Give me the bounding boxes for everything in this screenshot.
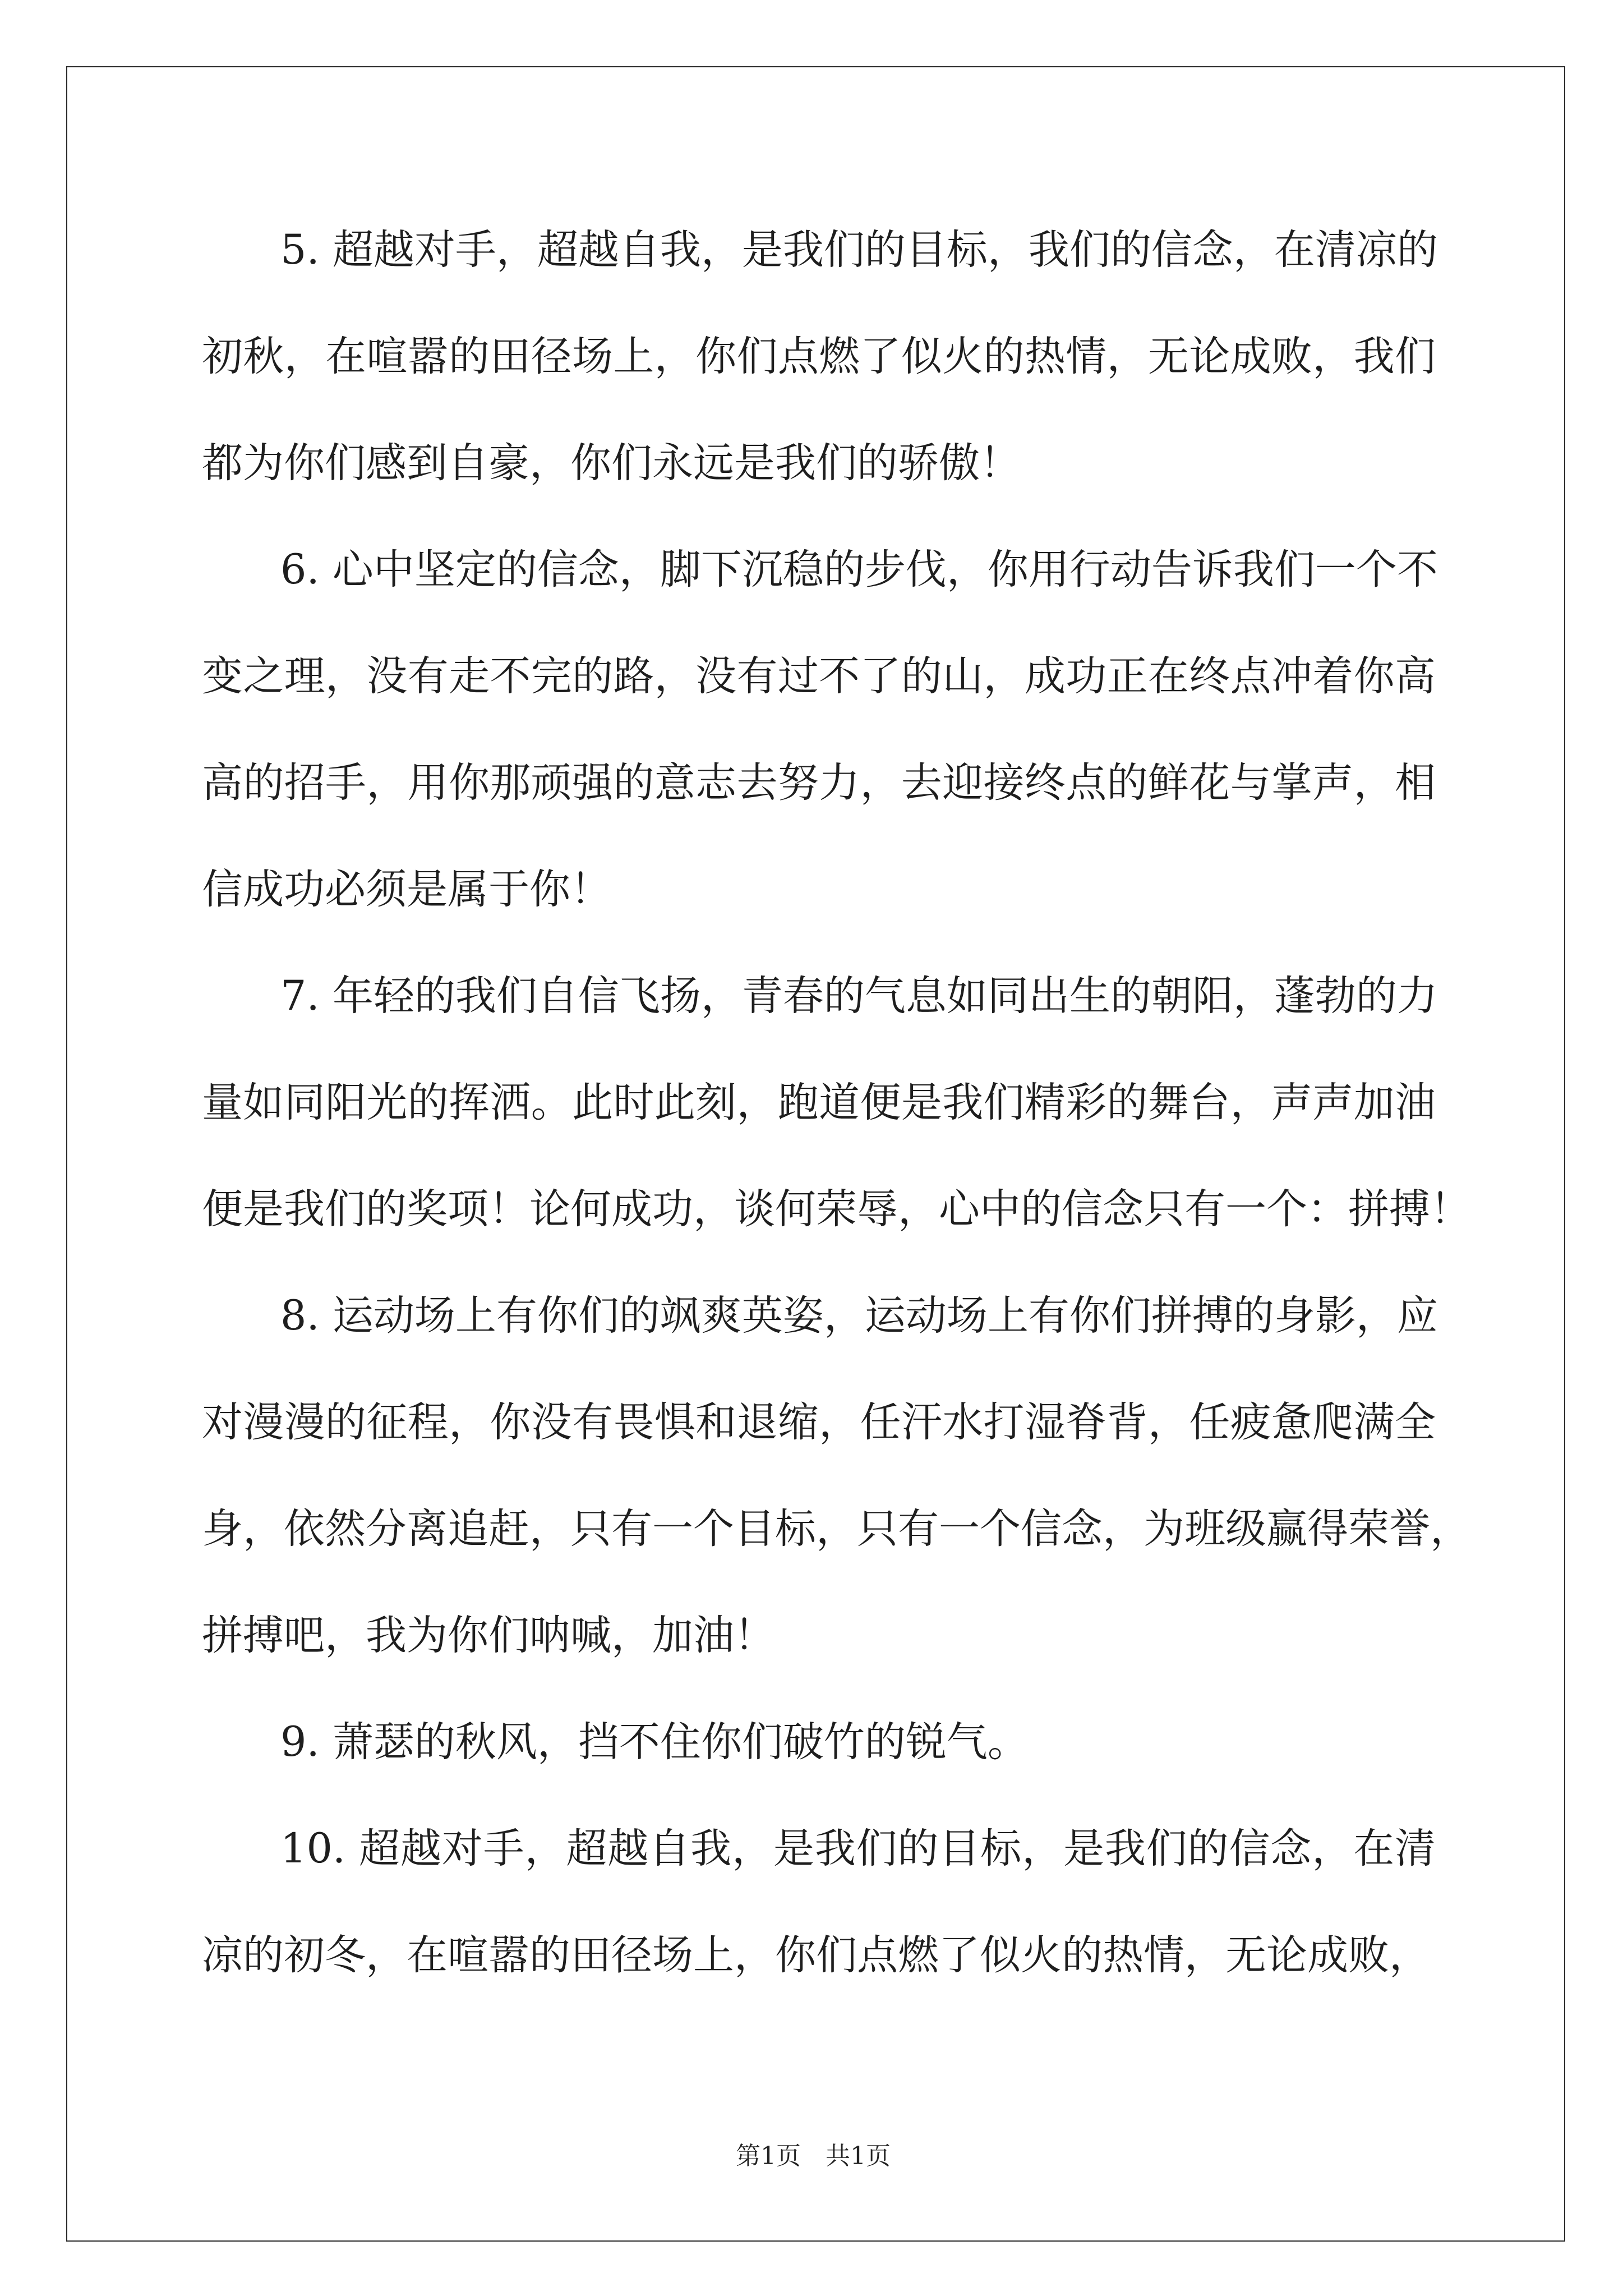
paragraph-line: 信成功必须是属于你！ <box>202 866 611 913</box>
paragraph-line: 对漫漫的征程，你没有畏惧和退缩，任汗水打湿脊背，任疲惫爬满全 <box>202 1398 1436 1446</box>
paragraph-line: 初秋，在喧嚣的田径场上，你们点燃了似火的热情，无论成败，我们 <box>202 333 1436 380</box>
paragraph-line: 7. 年轻的我们自信飞扬，青春的气息如同出生的朝阳，蓬勃的力 <box>280 972 1438 1020</box>
paragraph-line: 拼搏吧，我为你们呐喊，加油！ <box>202 1612 775 1659</box>
paragraph-line: 变之理，没有走不完的路，没有过不了的山，成功正在终点冲着你高 <box>202 652 1436 700</box>
paragraph <box>202 1689 1436 1796</box>
paragraph-line: 身，依然分离追赶，只有一个目标，只有一个信念，为班级赢得荣誉， <box>202 1505 1471 1553</box>
paragraph-line: 8. 运动场上有你们的飒爽英姿，运动场上有你们拼搏的身影，应 <box>280 1292 1438 1340</box>
paragraph-line: 9. 萧瑟的秋风，挡不住你们破竹的锐气。 <box>280 1718 1029 1766</box>
paragraph-line: 便是我们的奖项！论何成功，谈何荣辱，心中的信念只有一个：拼搏！ <box>202 1185 1471 1233</box>
paragraph-line: 量如同阳光的挥洒。此时此刻，跑道便是我们精彩的舞台，声声加油 <box>202 1079 1436 1126</box>
paragraph-line: 都为你们感到自豪，你们永远是我们的骄傲！ <box>202 439 1021 487</box>
paragraph <box>202 1796 1436 2009</box>
paragraph <box>202 517 1436 943</box>
page-footer: 第1页 共1页 <box>736 2142 891 2170</box>
paragraph-line: 凉的初冬，在喧嚣的田径场上，你们点燃了似火的热情，无论成败， <box>202 1931 1430 1979</box>
paragraph <box>202 1263 1471 1689</box>
paragraph-line: 5. 超越对手，超越自我，是我们的目标，我们的信念，在清凉的 <box>280 226 1438 274</box>
document-body <box>202 197 1471 2009</box>
paragraph-line: 6. 心中坚定的信念，脚下沉稳的步伐，你用行动告诉我们一个不 <box>280 546 1438 593</box>
paragraph-line: 10. 超越对手，超越自我，是我们的目标，是我们的信念，在清 <box>280 1825 1436 1872</box>
paragraph <box>202 943 1471 1263</box>
paragraph <box>202 197 1436 517</box>
paragraph-line: 高的招手，用你那顽强的意志去努力，去迎接终点的鲜花与掌声，相 <box>202 759 1436 807</box>
